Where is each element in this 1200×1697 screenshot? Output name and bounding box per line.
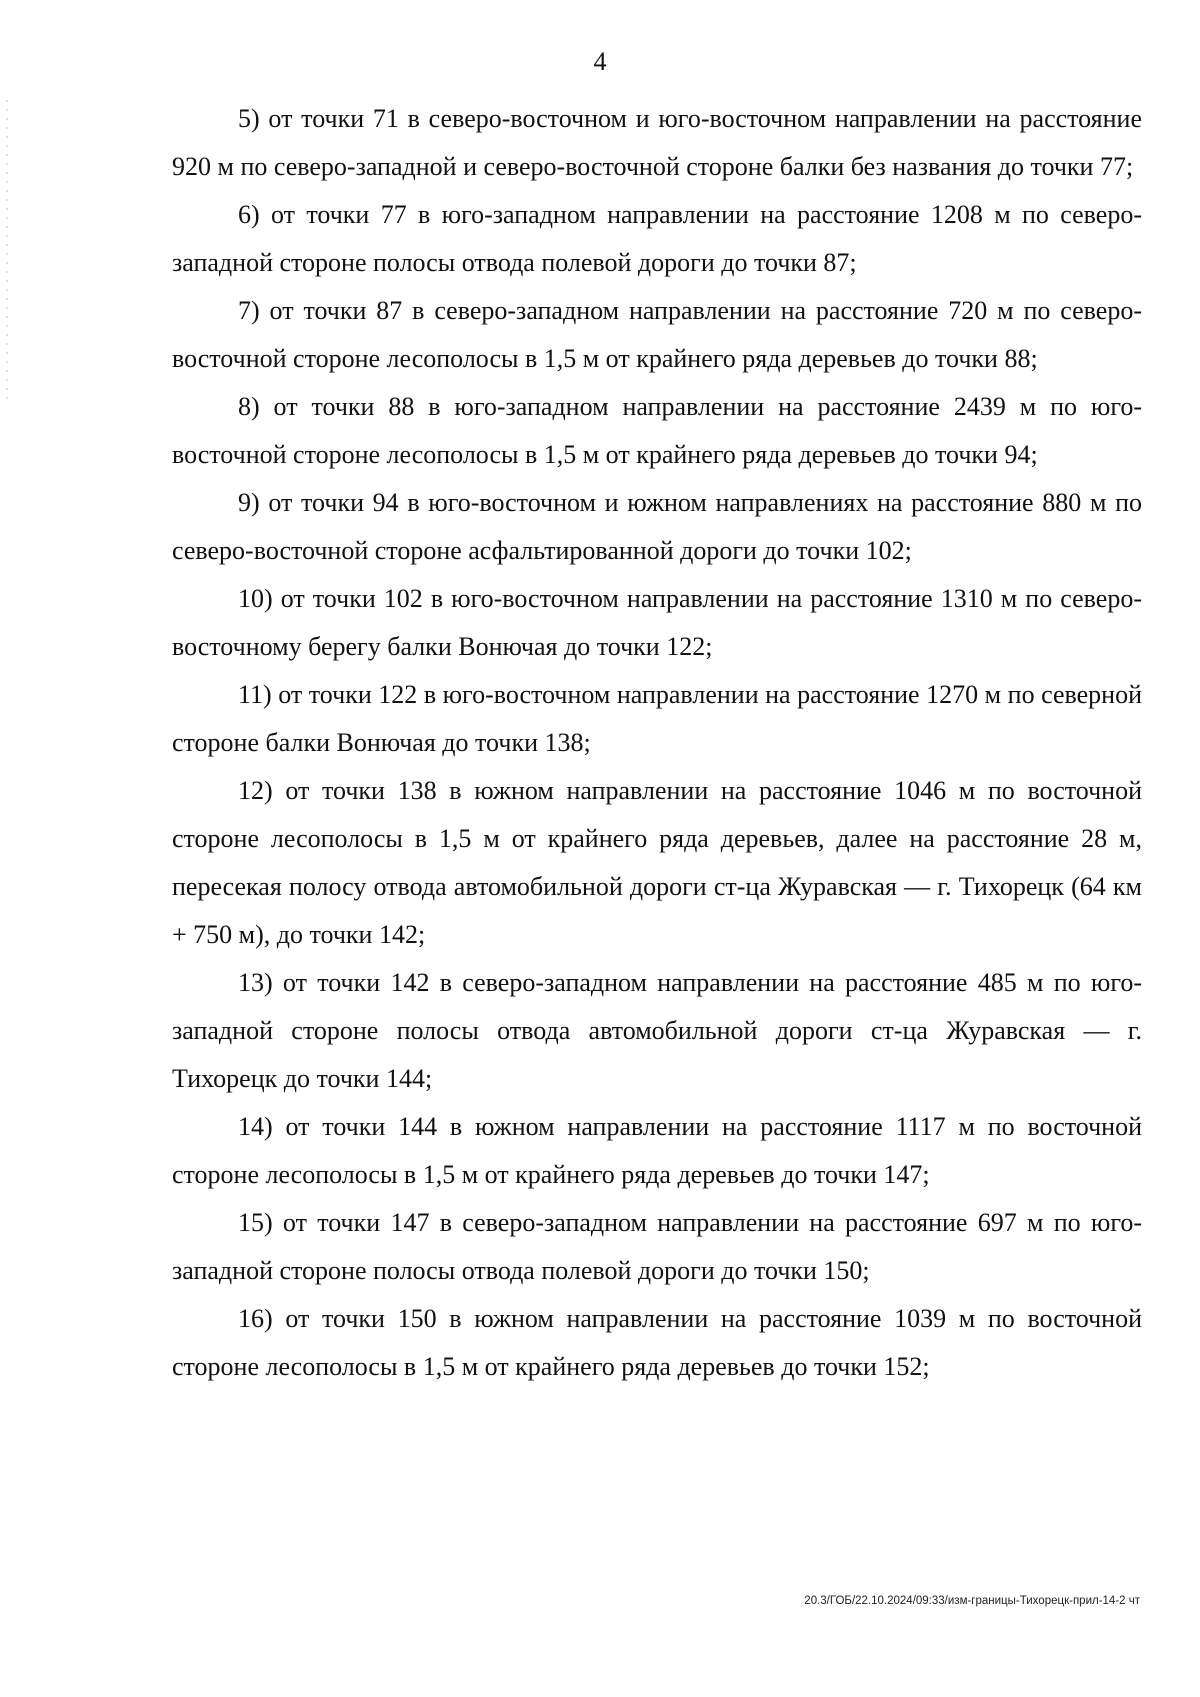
paragraph-6: 6) от точки 77 в юго-западном направлении на расстояние 1208 м по северо-западной стороне полосы отвода полевой дороги до точки 87; <box>172 200 1142 277</box>
paragraph-7: 7) от точки 87 в северо-западном направлении на расстояние 720 м по северо-восточной стороне лесополосы в 1,5 м от крайнего ряда деревьев до точки 88; <box>172 296 1142 373</box>
paragraph-14: 14) от точки 144 в южном направлении на расстояние 1117 м по восточной стороне лесополосы в 1,5 м от крайнего ряда деревьев до точки 147; <box>172 1112 1142 1189</box>
document-body <box>172 95 1142 1391</box>
paragraph-10: 10) от точки 102 в юго-восточном направлении на расстояние 1310 м по северо-восточному берегу балки Вонючая до точки 122; <box>172 584 1142 661</box>
scan-edge-marks <box>6 100 8 400</box>
paragraph-5: 5) от точки 71 в северо-восточном и юго-восточном направлении на расстояние 920 м по северо-западной и северо-восточной стороне балки без названия до точки 77; <box>172 104 1142 181</box>
page-number: 4 <box>593 47 607 76</box>
paragraph-16: 16) от точки 150 в южном направлении на расстояние 1039 м по восточной стороне лесополосы в 1,5 м от крайнего ряда деревьев до точки 152; <box>172 1304 1142 1381</box>
paragraph-15: 15) от точки 147 в северо-западном направлении на расстояние 697 м по юго-западной стороне полосы отвода полевой дороги до точки 150; <box>172 1208 1142 1285</box>
paragraph-12: 12) от точки 138 в южном направлении на расстояние 1046 м по восточной стороне лесополосы в 1,5 м от крайнего ряда деревьев, далее на расстояние 28 м, пересекая полосу отвода автомобильной дороги ст-ца Журавская — г. Тихорецк (64 км + 750 м), до точки 142; <box>172 776 1142 949</box>
paragraph-9: 9) от точки 94 в юго-восточном и южном направлениях на расстояние 880 м по северо-восточной стороне асфальтированной дороги до точки 102; <box>172 488 1142 565</box>
paragraph-13: 13) от точки 142 в северо-западном направлении на расстояние 485 м по юго-западной стороне полосы отвода автомобильной дороги ст-ца Журавская — г. Тихорецк до точки 144; <box>172 968 1142 1093</box>
document-footer-code: 20.3/ГОБ/22.10.2024/09:33/изм-границы-Тихорецк-прил-14-2 чт <box>804 1595 1140 1607</box>
paragraph-8: 8) от точки 88 в юго-западном направлении на расстояние 2439 м по юго-восточной стороне лесополосы в 1,5 м от крайнего ряда деревьев до точки 94; <box>172 392 1142 469</box>
paragraph-11: 11) от точки 122 в юго-восточном направлении на расстояние 1270 м по северной стороне балки Вонючая до точки 138; <box>172 680 1142 757</box>
